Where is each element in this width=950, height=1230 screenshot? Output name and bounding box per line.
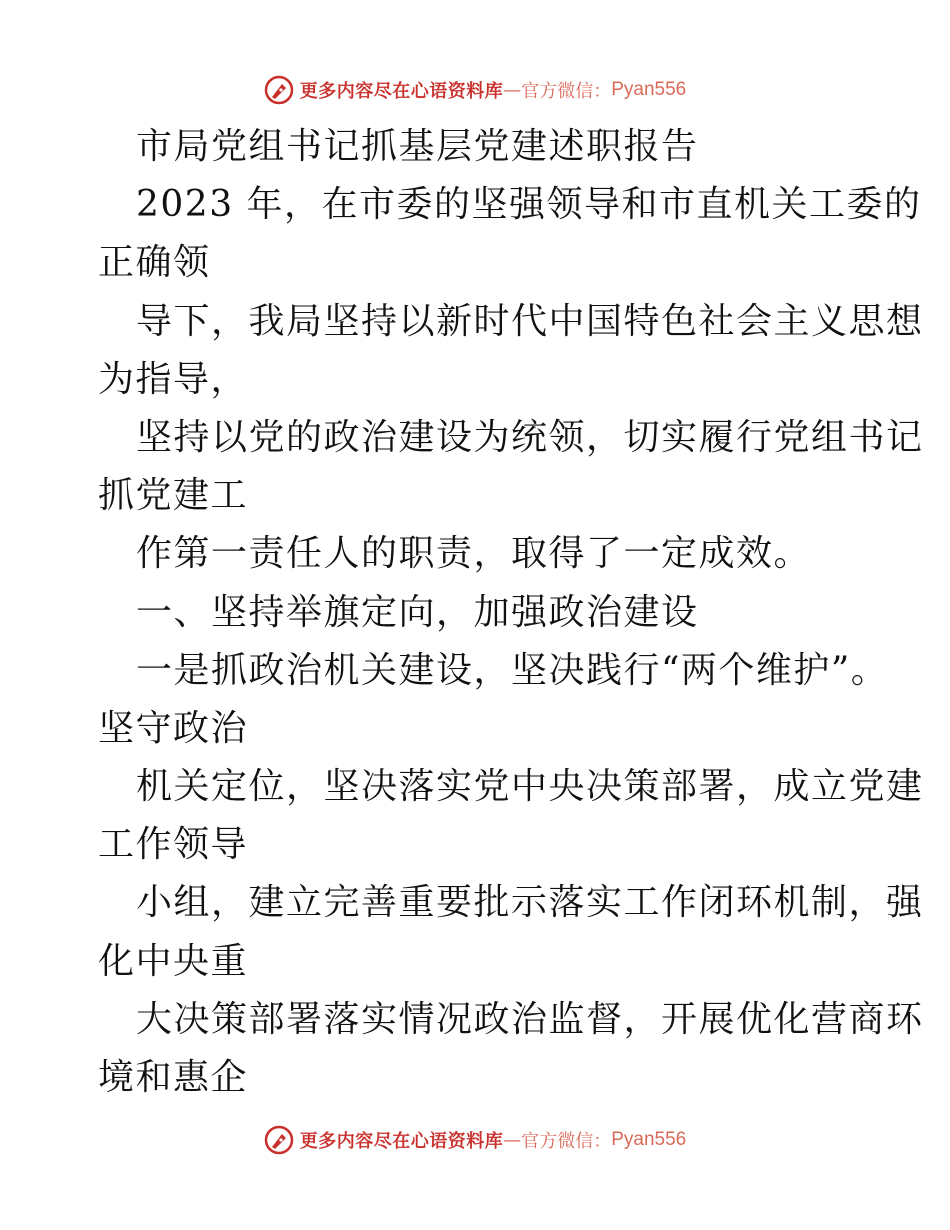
paragraph-line: 坚守政治 (98, 707, 249, 749)
watermark-header (0, 68, 950, 112)
paragraph-line: 导下，我局坚持以新时代中国特色社会主义思想 (136, 300, 924, 342)
watermark-footer (0, 1118, 950, 1162)
paragraph-line: 工作领导 (98, 824, 249, 866)
paragraph-line: 大决策部署落实情况政治监督，开展优化营商环 (136, 998, 924, 1040)
watermark-wechat-id: Pyan556 (611, 79, 687, 100)
paragraph-line: 抓党建工 (98, 475, 249, 517)
watermark-brand-text: 更多内容尽在心语资料库 (299, 81, 504, 102)
paragraph-line: 坚持以党的政治建设为统领，切实履行党组书记 (136, 416, 924, 458)
paragraph-line: 正确领 (98, 242, 211, 284)
watermark-wechat-label: 官方微信： (521, 81, 612, 102)
section-heading: 一、坚持举旗定向，加强政治建设 (136, 591, 699, 633)
document-title: 市局党组书记抓基层党建述职报告 (136, 126, 699, 167)
watermark-wechat-label: 官方微信： (521, 1131, 612, 1152)
watermark-dash: — (503, 79, 522, 101)
watermark-wechat-id: Pyan556 (611, 1129, 687, 1150)
watermark-dash: — (503, 1129, 522, 1151)
paragraph-line: 机关定位，坚决落实党中央决策部署，成立党建 (136, 766, 924, 808)
paragraph-line: 2023 年，在市委的坚强领导和市直机关工委的 (136, 184, 922, 226)
pen-nib-logo-icon (264, 1125, 294, 1155)
watermark-brand-text: 更多内容尽在心语资料库 (299, 1131, 504, 1152)
document-body (98, 118, 924, 1107)
paragraph-line: 作第一责任人的职责，取得了一定成效。 (136, 533, 812, 575)
paragraph-line: 化中央重 (98, 940, 249, 982)
pen-nib-logo-icon (264, 75, 294, 105)
paragraph-line: 小组，建立完善重要批示落实工作闭环机制，强 (136, 882, 924, 924)
paragraph-line: 境和惠企 (98, 1057, 249, 1098)
paragraph-line: 一是抓政治机关建设，坚决践行“两个维护”。 (136, 649, 889, 691)
paragraph-line: 为指导， (98, 358, 249, 400)
